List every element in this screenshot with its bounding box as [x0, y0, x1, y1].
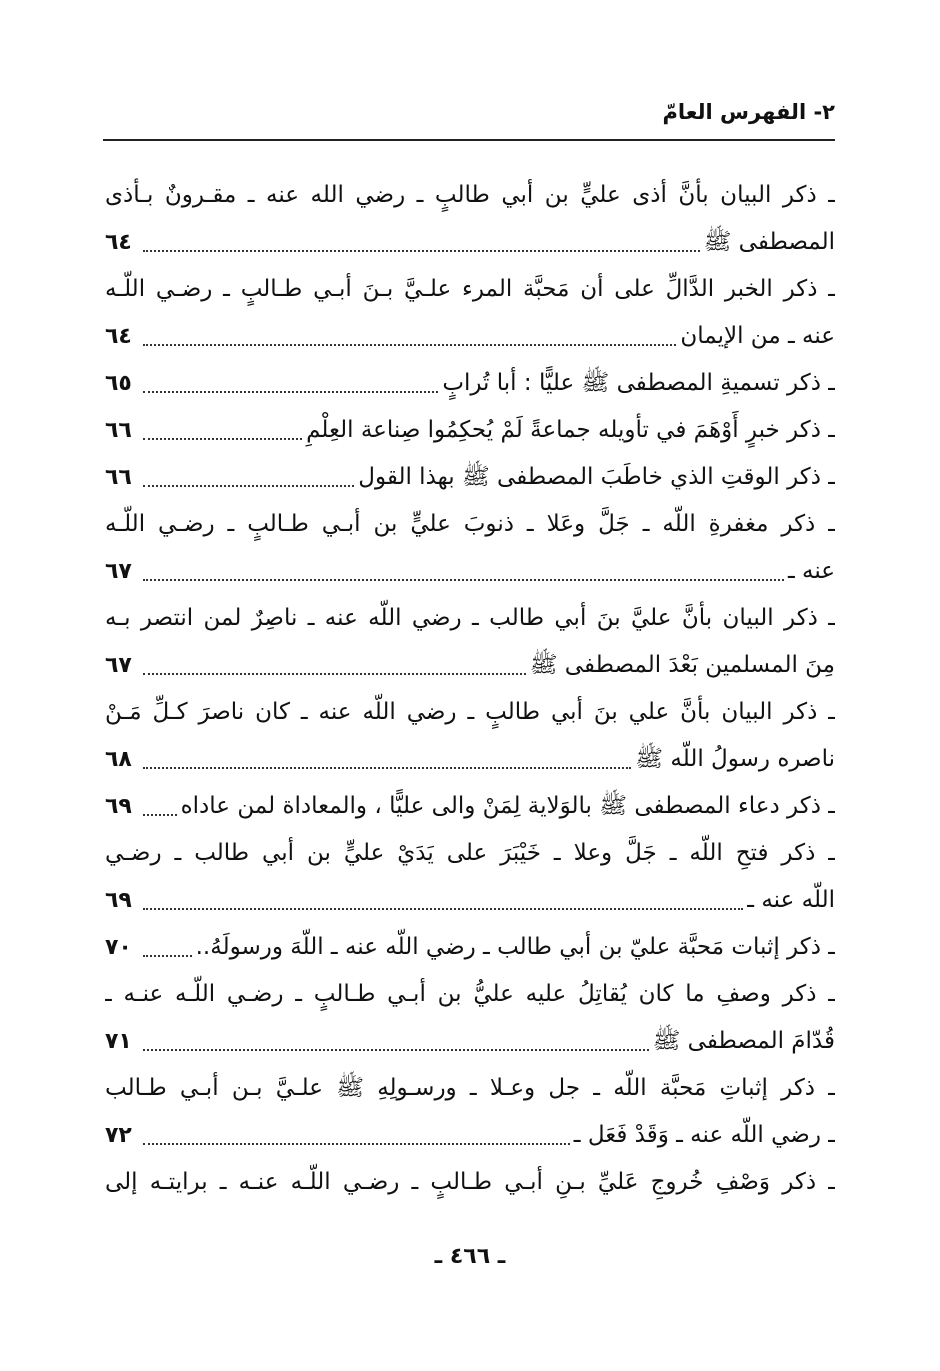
index-entry — [105, 783, 835, 830]
index-entry — [105, 172, 835, 266]
index-entry-text: ناصره رسولُ اللّه ﷺ — [635, 746, 835, 772]
index-entry-text: عنه ـ — [787, 558, 835, 584]
index-entry-text: ـ ذكر فتحِ اللّه ـ جَلَّ وعلا ـ خَيْبَرَ على يَدَيْ عليٍّ بن أبي طالب ـ رضـي — [105, 840, 835, 866]
index-entry-line — [105, 1112, 835, 1159]
index-entry-text: ـ ذكر الخبر الدَّالِّ على أن مَحبَّة المرء علـيَّ بـنَ أبـي طـالبٍ ـ رضـي اللّـه — [105, 276, 835, 302]
index-page-ref: ٦٥ — [105, 371, 132, 396]
index-entry — [105, 454, 835, 501]
index-entry-line — [105, 360, 835, 407]
index-page-ref: ٦٦ — [105, 418, 132, 443]
index-entry-text: ـ ذكر البيان بأنَّ علي بنَ أبي طالبٍ ـ رضي اللّه عنه ـ كان ناصرَ كـلِّ مَـنْ — [105, 699, 835, 725]
index-entry — [105, 360, 835, 407]
index-entry — [105, 1065, 835, 1159]
index-entry-line — [105, 924, 835, 971]
index-entry-line — [105, 877, 835, 924]
index-entry-text: اللّه عنه ـ — [747, 887, 835, 913]
dot-leader — [143, 344, 676, 346]
index-page-ref: ٦٤ — [105, 230, 132, 255]
index-entry-text: ـ ذكر دعاء المصطفى ﷺ بالوَلاية لِمَنْ والى عليًّا ، والمعاداة لمن عاداه — [180, 793, 835, 819]
index-page-ref: ٦٦ — [105, 465, 132, 490]
index-entry-text: ـ ذكر تسميةِ المصطفى ﷺ عليًّا : أبا تُرابٍ — [442, 370, 835, 396]
dot-leader — [143, 1143, 570, 1145]
page-number: ـ ٤٦٦ ـ — [434, 1244, 506, 1269]
index-entry-text: ـ ذكر مغفرةِ اللّه ـ جَلَّ وعَلا ـ ذنوبَ عليٍّ بن أبـي طـالبٍ ـ رضـي اللّـه — [105, 511, 835, 537]
index-page-ref: ٦٤ — [105, 324, 132, 349]
dot-leader — [143, 955, 192, 957]
index-entry-text: ـ ذكر الوقتِ الذي خاطَبَ المصطفى ﷺ بهذا القول — [358, 464, 835, 490]
index-entry-line — [105, 219, 835, 266]
dot-leader — [143, 1049, 649, 1051]
index-entry — [105, 407, 835, 454]
index-page-ref: ٧١ — [105, 1029, 132, 1054]
index-page-ref: ٦٧ — [105, 653, 132, 678]
index-page-ref: ٦٨ — [105, 747, 132, 772]
index-entry — [105, 971, 835, 1065]
index-page-ref: ٧٢ — [105, 1123, 132, 1148]
dot-leader — [143, 767, 631, 769]
index-entry-line — [105, 1018, 835, 1065]
index-entry-text: ـ رضي اللّه عنه ـ وَقَدْ فَعَل ـ — [573, 1122, 835, 1148]
index-entry-text: ـ ذكر البيان بأنَّ أذى عليٍّ بن أبي طالبٍ ـ رضي الله عنه ـ مقـرونٌ بـأذى — [105, 182, 835, 208]
index-entry — [105, 830, 835, 924]
dot-leader — [143, 908, 743, 910]
running-header: ٢- الفهرس العامّ — [662, 100, 835, 124]
index-page-ref: ٦٧ — [105, 559, 132, 584]
index-entry-text: ـ ذكر إثبات مَحبَّة عليّ بن أبي طالب ـ رضي اللّه عنه ـ اللّهَ ورسولَهُ.. — [195, 934, 835, 960]
index-entry-line — [105, 736, 835, 783]
index-entry-text: مِنَ المسلمين بَعْدَ المصطفى ﷺ — [529, 652, 835, 678]
dot-leader — [143, 673, 526, 675]
index-entry — [105, 1159, 835, 1206]
dot-leader — [143, 485, 354, 487]
index-entry — [105, 266, 835, 360]
index-entry-line — [105, 548, 835, 595]
index-entry-line — [105, 407, 835, 454]
index-entry-text: المصطفى ﷺ — [703, 229, 835, 255]
index-entry-text: ـ ذكر البيان بأنَّ عليَّ بنَ أبي طالب ـ رضي اللّه عنه ـ ناصِرٌ لمن انتصر بـه — [105, 605, 835, 631]
index-entries — [105, 172, 835, 1206]
index-page-ref: ٧٠ — [105, 935, 132, 960]
index-entry-text: ـ ذكر إثباتِ مَحبَّة اللّه ـ جل وعـلا ـ ورسـولِهِ ﷺ علـيَّ بـن أبـي طـالب — [105, 1075, 835, 1101]
dot-leader — [143, 814, 177, 816]
index-entry-text: عنه ـ من الإيمان — [680, 323, 835, 349]
index-entry-line — [105, 642, 835, 689]
dot-leader — [143, 438, 302, 440]
index-entry-line — [105, 454, 835, 501]
dot-leader — [143, 579, 784, 581]
index-entry-text: ـ ذكر خبرٍ أَوْهَمَ في تأويله جماعةً لَمْ يُحكِمُوا صِناعة العِلْمِ — [306, 417, 835, 443]
index-entry — [105, 924, 835, 971]
index-entry-line — [105, 313, 835, 360]
index-entry-text: ـ ذكر وَصْفِ خُروجِ عَليِّ بـنِ أبـي طـالبٍ ـ رضـي اللّـه عنـه ـ برايتـه إلى — [105, 1169, 835, 1195]
index-entry — [105, 501, 835, 595]
index-entry-text: ـ ذكر وصفِ ما كان يُقاتِلُ عليه عليُّ بن أبـي طـالبٍ ـ رضـي اللّـه عنـه ـ — [105, 981, 835, 1007]
header-rule — [103, 139, 835, 141]
index-entry — [105, 689, 835, 783]
index-entry — [105, 595, 835, 689]
index-entry-text: قُدّامَ المصطفى ﷺ — [652, 1028, 835, 1054]
dot-leader — [143, 391, 438, 393]
index-page-ref: ٦٩ — [105, 794, 132, 819]
dot-leader — [143, 250, 700, 252]
index-page-ref: ٦٩ — [105, 888, 132, 913]
index-entry-line — [105, 783, 835, 830]
